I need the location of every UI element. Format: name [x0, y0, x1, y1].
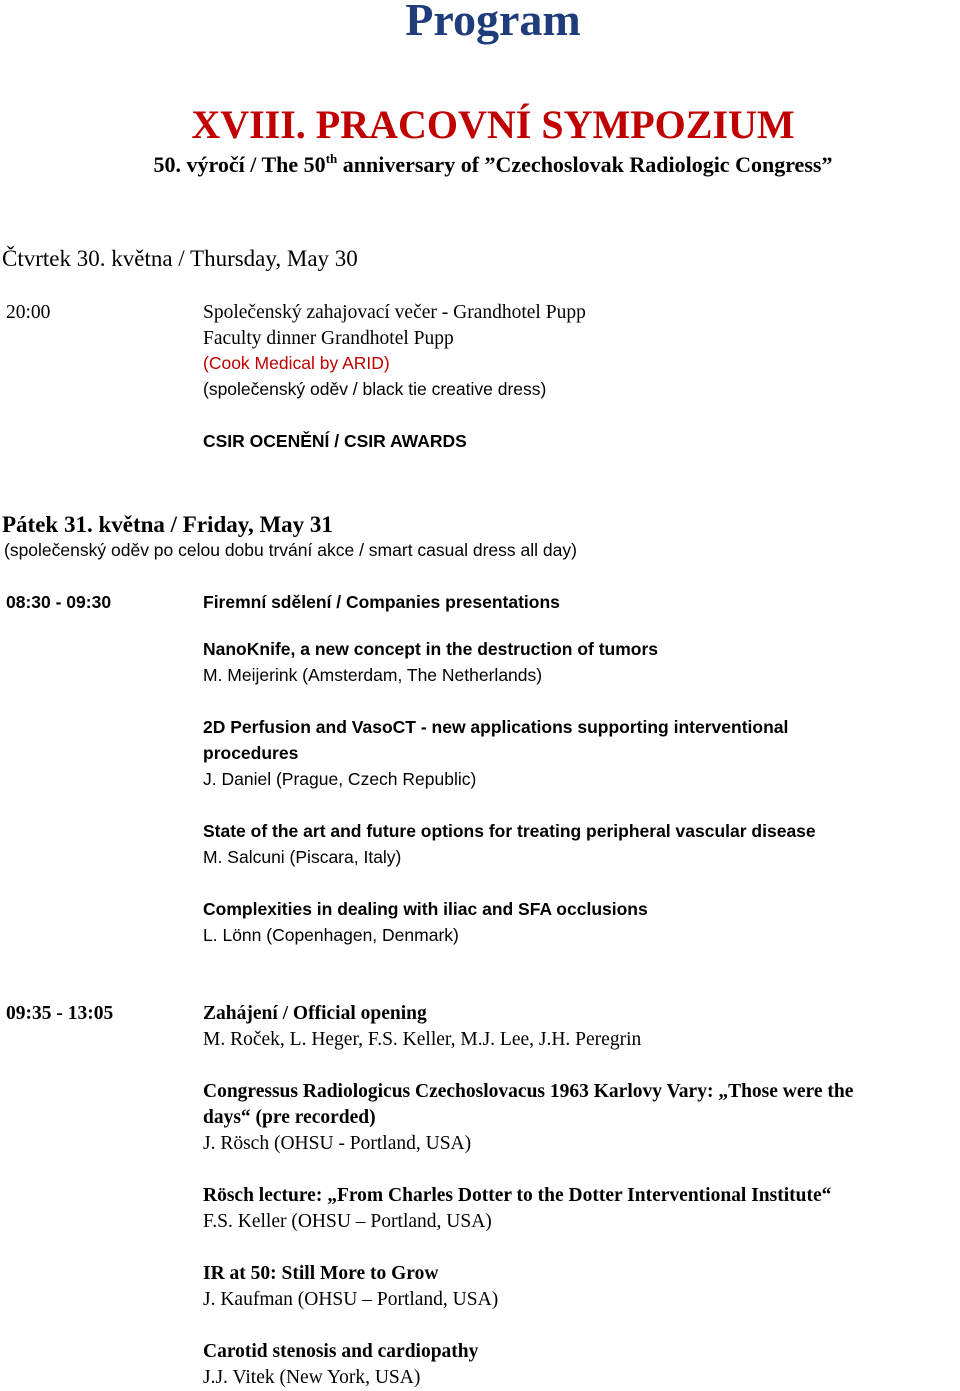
friday-dress-code: (společenský oděv po celou dobu trvání akce / smart casual dress all day) — [4, 540, 577, 560]
anniversary-sup: th — [325, 151, 338, 166]
talk-speaker: J. Daniel (Prague, Czech Republic) — [203, 769, 477, 789]
talk-speaker: M. Salcuni (Piscara, Italy) — [203, 847, 402, 867]
friday-heading: Pátek 31. května / Friday, May 31 — [2, 512, 333, 537]
talk-title: Carotid stenosis and cardiopathy — [203, 1341, 479, 1362]
thursday-dress-code: (společenský oděv / black tie creative dress) — [203, 379, 547, 399]
symposium-title: XVIII. PRACOVNÍ SYMPOZIUM — [191, 102, 795, 147]
talk-speaker: J. Rösch (OHSU - Portland, USA) — [203, 1133, 472, 1154]
talk-title-continued: days“ (pre recorded) — [203, 1107, 376, 1128]
thursday-heading: Čtvrtek 30. května / Thursday, May 30 — [2, 246, 358, 271]
talk-title: 2D Perfusion and VasoCT - new applications supporting interventional — [203, 717, 789, 737]
page-title: Program — [405, 0, 581, 45]
talk-speaker: J.J. Vitek (New York, USA) — [203, 1367, 421, 1388]
talk-title: IR at 50: Still More to Grow — [203, 1263, 439, 1284]
anniversary-post: anniversary of ”Czechoslovak Radiologic Congress” — [337, 152, 833, 177]
talk-title: State of the art and future options for treating peripheral vascular disease — [203, 821, 816, 841]
session2-title: Zahájení / Official opening — [203, 1003, 427, 1024]
session1-title: Firemní sdělení / Companies presentations — [203, 592, 560, 612]
talk-speaker: M. Meijerink (Amsterdam, The Netherlands) — [203, 665, 543, 685]
thursday-sponsor: (Cook Medical by ARID) — [203, 353, 390, 373]
session2-time: 09:35 - 13:05 — [6, 1003, 114, 1024]
talk-title: Congressus Radiologicus Czechoslovacus 1963 Karlovy Vary: „Those were the — [203, 1081, 854, 1102]
session1-time: 08:30 - 09:30 — [6, 592, 112, 612]
session2-chairs: M. Roček, L. Heger, F.S. Keller, M.J. Lee, J.H. Peregrin — [203, 1029, 642, 1050]
talk-speaker: J. Kaufman (OHSU – Portland, USA) — [203, 1289, 499, 1310]
thursday-event-cz: Společenský zahajovací večer - Grandhotel Pupp — [203, 302, 586, 323]
talk-title: Complexities in dealing with iliac and SFA occlusions — [203, 899, 648, 919]
talk-title: Rösch lecture: „From Charles Dotter to the Dotter Interventional Institute“ — [203, 1185, 832, 1206]
anniversary-subtitle — [0, 150, 960, 180]
thursday-time: 20:00 — [6, 302, 51, 323]
thursday-awards: CSIR OCENĚNÍ / CSIR AWARDS — [203, 431, 467, 451]
anniversary-pre: 50. výročí / The 50 — [153, 152, 326, 177]
talk-title-continued: procedures — [203, 743, 299, 763]
talk-title: NanoKnife, a new concept in the destruction of tumors — [203, 639, 659, 659]
talk-speaker: L. Lönn (Copenhagen, Denmark) — [203, 925, 459, 945]
talk-speaker: F.S. Keller (OHSU – Portland, USA) — [203, 1211, 492, 1232]
thursday-event-en: Faculty dinner Grandhotel Pupp — [203, 328, 454, 349]
